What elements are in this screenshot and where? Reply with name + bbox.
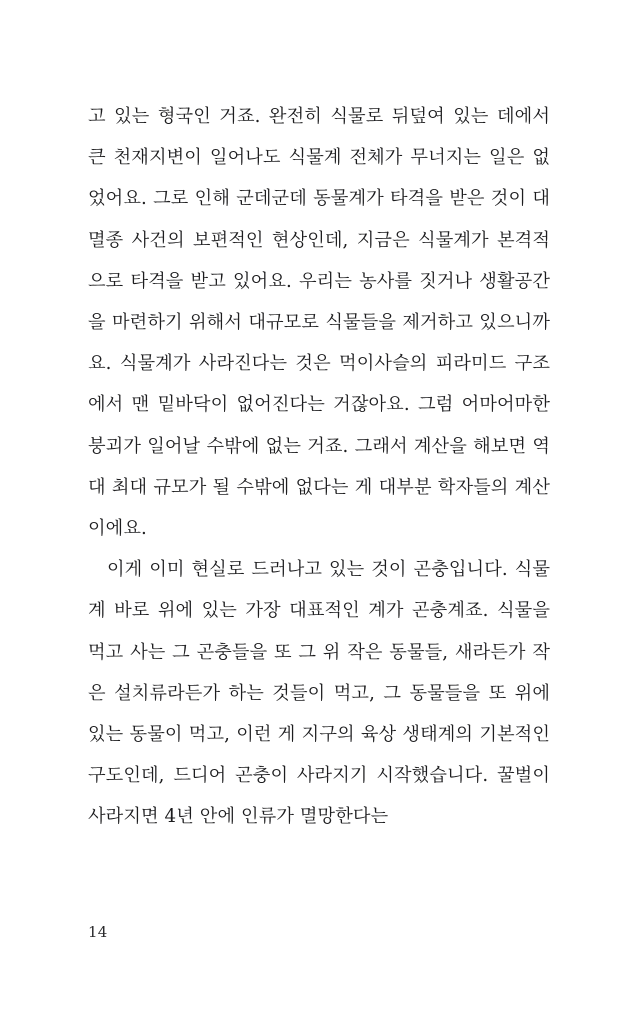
page-number: 14 [88,923,108,941]
page-body-text [88,96,550,838]
paragraph-insects: 이게 이미 현실로 드러나고 있는 것이 곤충입니다. 식물계 바로 위에 있는 가장 대표적인 계가 곤충계죠. 식물을 먹고 사는 그 곤충들을 또 그 위 작은 동물들, 새라든가 작은 설치류라든가 하는 것들이 먹고, 그 동물들을 또 위에 있는 동물이 먹고, 이런 게 지구의 육상 생태계의 기본적인 구도인데, 드디어 곤충이 사라지기 시작했습니다. 꿀벌이 사라지면 4년 안에 인류가 멸망한다는 [88,559,550,828]
paragraph-continued: 고 있는 형국인 거죠. 완전히 식물로 뒤덮여 있는 데에서 큰 천재지변이 일어나도 식물계 전체가 무너지는 일은 없었어요. 그로 인해 군데군데 동물계가 타격을 받은 것이 대멸종 사건의 보편적인 현상인데, 지금은 식물계가 본격적으로 타격을 받고 있어요. 우리는 농사를 짓거나 생활공간을 마련하기 위해서 대규모로 식물들을 제거하고 있으니까요. 식물계가 사라진다는 것은 먹이사슬의 피라미드 구조에서 맨 밑바닥이 없어진다는 거잖아요. 그럼 어마어마한 붕괴가 일어날 수밖에 없는 거죠. 그래서 계산을 해보면 역대 최대 규모가 될 수밖에 없다는 게 대부분 학자들의 계산이에요. [88,106,550,540]
